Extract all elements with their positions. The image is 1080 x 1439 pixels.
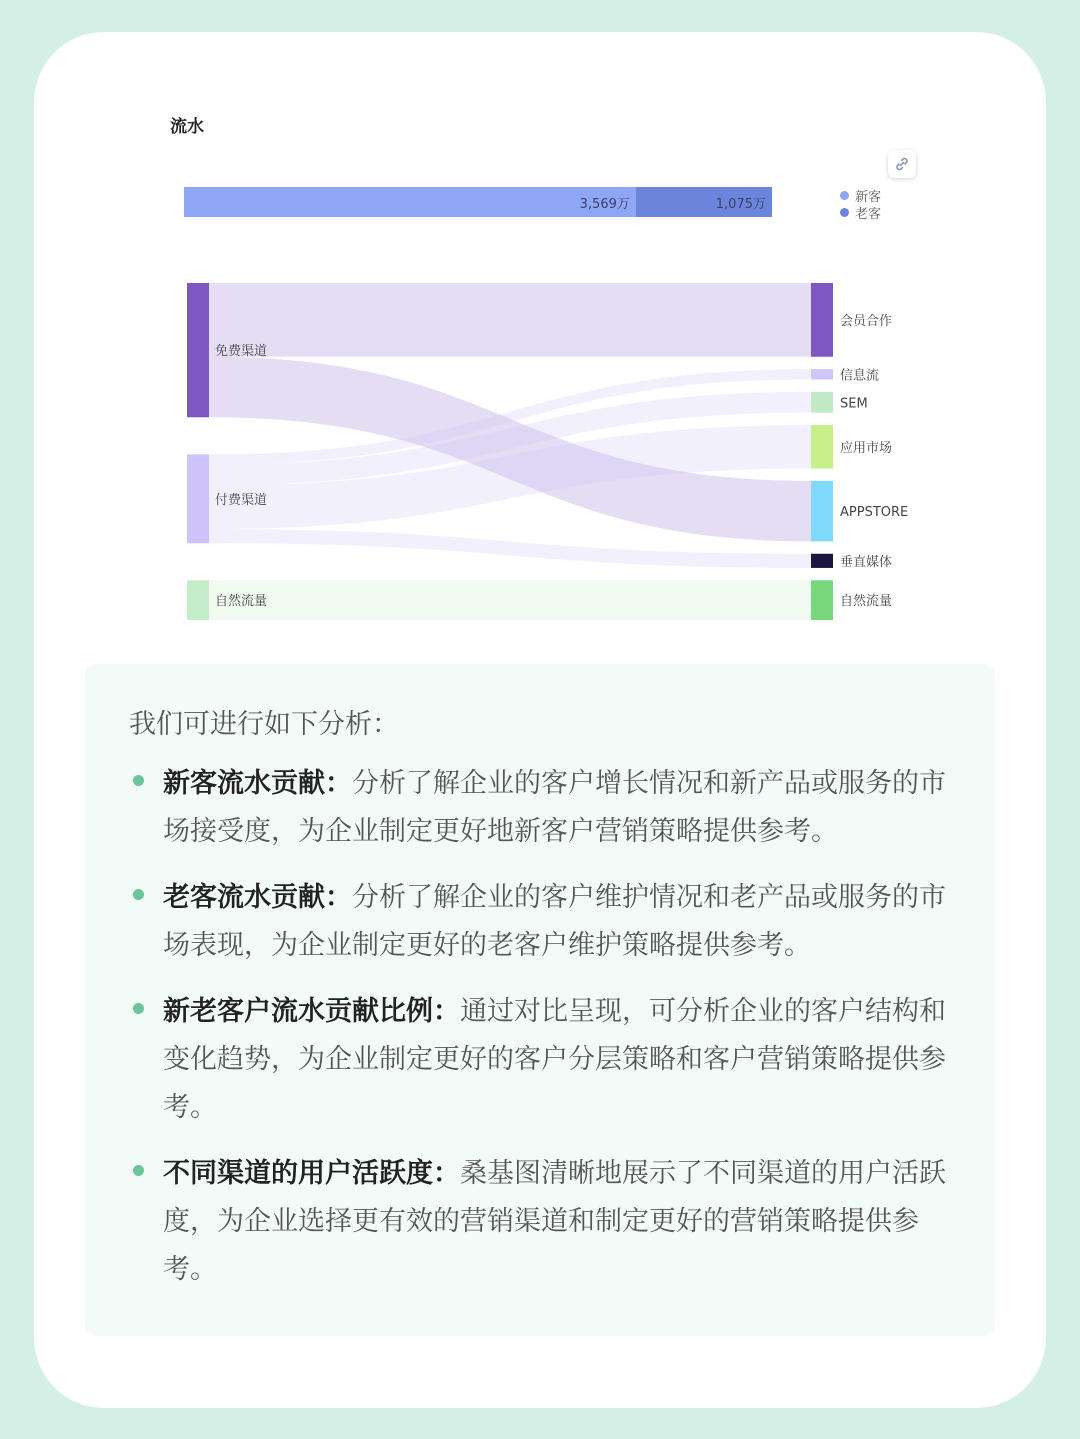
- analysis-point: [129, 1150, 949, 1294]
- chart-title: 流水: [170, 117, 204, 137]
- point-text: 桑基图清晰地展示了不同渠道的用户活跃度，为企业选择更有效的营销渠道和制定更好的营销策略提供参考。: [163, 1158, 946, 1285]
- sankey-node-label: 应用市场: [840, 440, 893, 456]
- bullet-icon: [133, 1165, 144, 1176]
- sankey-node[interactable]: [811, 392, 833, 413]
- sankey-link[interactable]: [209, 283, 811, 360]
- sankey-node-label: 付费渠道: [215, 492, 268, 508]
- sankey-node-label: 免费渠道: [215, 344, 268, 360]
- sankey-node[interactable]: [811, 283, 833, 357]
- sankey-node-label: 会员合作: [840, 313, 893, 329]
- sankey-chart: [0, 0, 1080, 660]
- bullet-icon: [133, 1003, 144, 1014]
- sankey-node[interactable]: [811, 481, 833, 542]
- point-title: 老客流水贡献：: [163, 882, 352, 913]
- legend-item-new[interactable]: 新客: [840, 187, 881, 204]
- sankey-node-label: 自然流量: [840, 594, 893, 610]
- bullet-icon: [133, 889, 144, 900]
- sankey-node-label: APPSTORE: [840, 505, 909, 521]
- sankey-link[interactable]: [209, 580, 811, 620]
- sankey-node[interactable]: [187, 580, 209, 620]
- analysis-panel: [85, 664, 995, 1336]
- sankey-node-label: SEM: [840, 396, 868, 412]
- analysis-point: [129, 874, 949, 970]
- sankey-node[interactable]: [811, 425, 833, 468]
- bullet-icon: [133, 775, 144, 786]
- sankey-node[interactable]: [811, 580, 833, 620]
- point-text: 通过对比呈现，可分析企业的客户结构和变化趋势，为企业制定更好的客户分层策略和客户营销策略提供参考。: [163, 996, 946, 1123]
- point-text: 分析了解企业的客户维护情况和老产品或服务的市场表现，为企业制定更好的老客户维护策略提供参考。: [163, 882, 946, 961]
- analysis-point: [129, 988, 949, 1132]
- bar-label-old: 1,075万: [715, 197, 766, 212]
- point-title: 新客流水贡献：: [163, 768, 352, 799]
- point-text: 分析了解企业的客户增长情况和新产品或服务的市场接受度，为企业制定更好地新客户营销策略提供参考。: [163, 768, 946, 847]
- sankey-node-label: 自然流量: [215, 594, 268, 610]
- analysis-point: [129, 760, 949, 856]
- point-title: 新老客户流水贡献比例：: [163, 996, 460, 1027]
- sankey-node[interactable]: [811, 554, 833, 568]
- sankey-node-label: 信息流: [840, 368, 880, 384]
- sankey-node-label: 垂直媒体: [840, 554, 893, 570]
- sankey-node[interactable]: [187, 283, 209, 417]
- analysis-intro: 我们可进行如下分析：: [129, 709, 399, 740]
- legend-item-old[interactable]: 老客: [840, 204, 881, 221]
- sankey-node[interactable]: [811, 369, 833, 379]
- sankey-node[interactable]: [187, 454, 209, 543]
- point-title: 不同渠道的用户活跃度：: [163, 1158, 460, 1189]
- bar-label-new: 3,569万: [579, 197, 630, 212]
